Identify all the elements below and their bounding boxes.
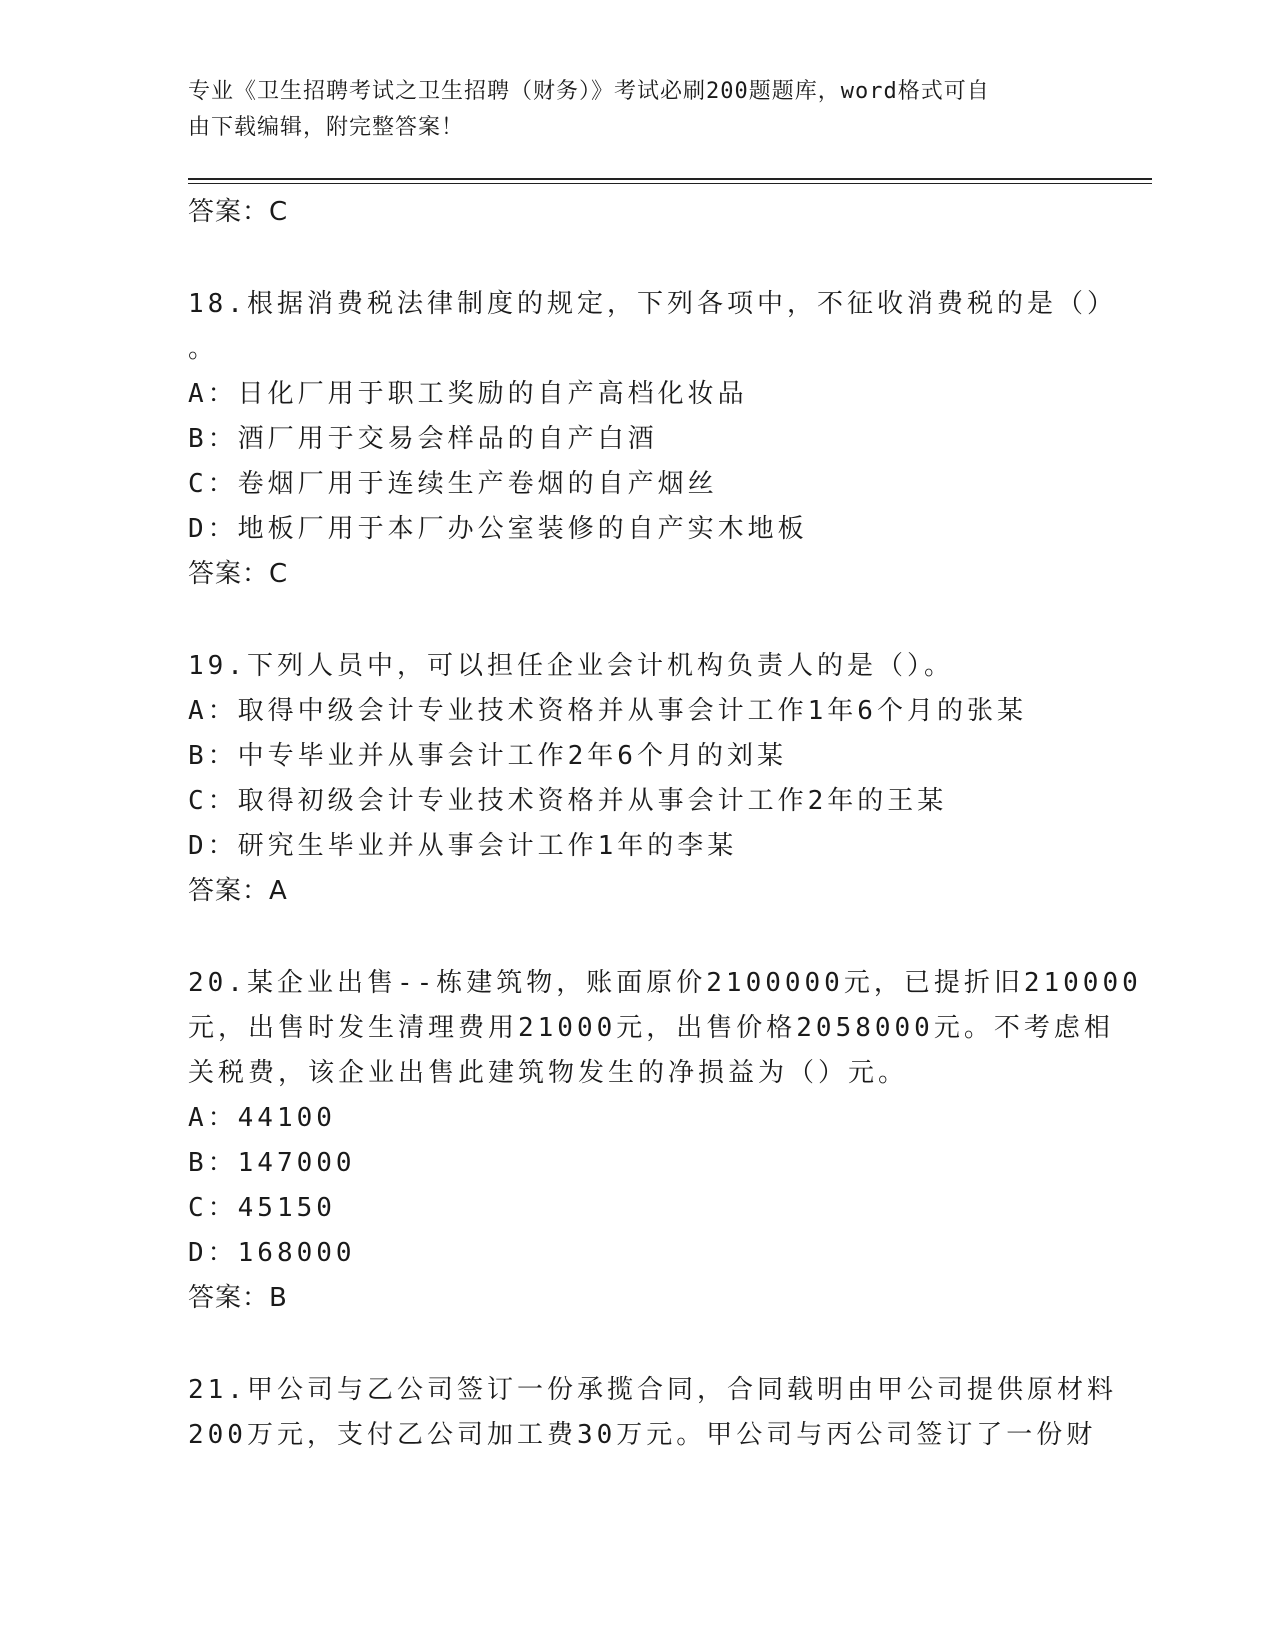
previous-answer: 答案：C	[188, 197, 289, 227]
document-header	[188, 74, 1068, 146]
option-b: B：147000	[188, 1148, 356, 1178]
question-stem-line: 21.甲公司与乙公司签订一份承揽合同，合同载明由甲公司提供原材料	[188, 1375, 1117, 1405]
option-c: C：取得初级会计专业技术资格并从事会计工作2年的王某	[188, 786, 948, 816]
option-d: D：168000	[188, 1238, 356, 1268]
question-list	[188, 190, 1142, 1458]
option-c: C：45150	[188, 1193, 336, 1223]
option-a: A：取得中级会计专业技术资格并从事会计工作1年6个月的张某	[188, 696, 1027, 726]
header-divider-thick	[188, 178, 1152, 180]
option-a: A：44100	[188, 1103, 336, 1133]
option-a: A：日化厂用于职工奖励的自产高档化妆品	[188, 379, 748, 409]
question-stem-line: 20.某企业出售--栋建筑物，账面原价2100000元，已提折旧210000	[188, 968, 1142, 998]
question-stem-line: 200万元，支付乙公司加工费30万元。甲公司与丙公司签订了一份财	[188, 1420, 1097, 1450]
spacer	[188, 235, 1088, 282]
answer: 答案：A	[188, 876, 288, 906]
question-stem-line: 关税费，该企业出售此建筑物发生的净损益为（）元。	[188, 1058, 909, 1088]
option-b: B：中专毕业并从事会计工作2年6个月的刘某	[188, 741, 787, 771]
spacer	[188, 914, 1088, 961]
header-title-line-1: 专业《卫生招聘考试之卫生招聘（财务）》考试必刷200题题库，word格式可自	[188, 79, 990, 104]
header-divider-thin	[188, 183, 1152, 184]
spacer	[188, 597, 1088, 644]
answer: 答案：B	[188, 1283, 288, 1313]
question-21	[188, 1368, 1117, 1458]
question-stem-line: 18.根据消费税法律制度的规定，下列各项中，不征收消费税的是（）	[188, 289, 1117, 319]
option-b: B：酒厂用于交易会样品的自产白酒	[188, 424, 658, 454]
option-d: D：研究生毕业并从事会计工作1年的李某	[188, 831, 738, 861]
question-stem-line: 元，出售时发生清理费用21000元，出售价格2058000元。不考虑相	[188, 1013, 1114, 1043]
question-20	[188, 961, 1142, 1321]
spacer	[188, 1321, 1088, 1368]
option-d: D：地板厂用于本厂办公室装修的自产实木地板	[188, 514, 808, 544]
option-c: C：卷烟厂用于连续生产卷烟的自产烟丝	[188, 469, 718, 499]
question-stem-line: 。	[188, 334, 219, 364]
header-title-line-2: 由下载编辑，附完整答案！	[188, 115, 465, 140]
question-18	[188, 282, 1117, 597]
question-stem-line: 19.下列人员中，可以担任企业会计机构负责人的是（）。	[188, 651, 954, 681]
question-19	[188, 644, 1088, 914]
answer: 答案：C	[188, 559, 289, 589]
